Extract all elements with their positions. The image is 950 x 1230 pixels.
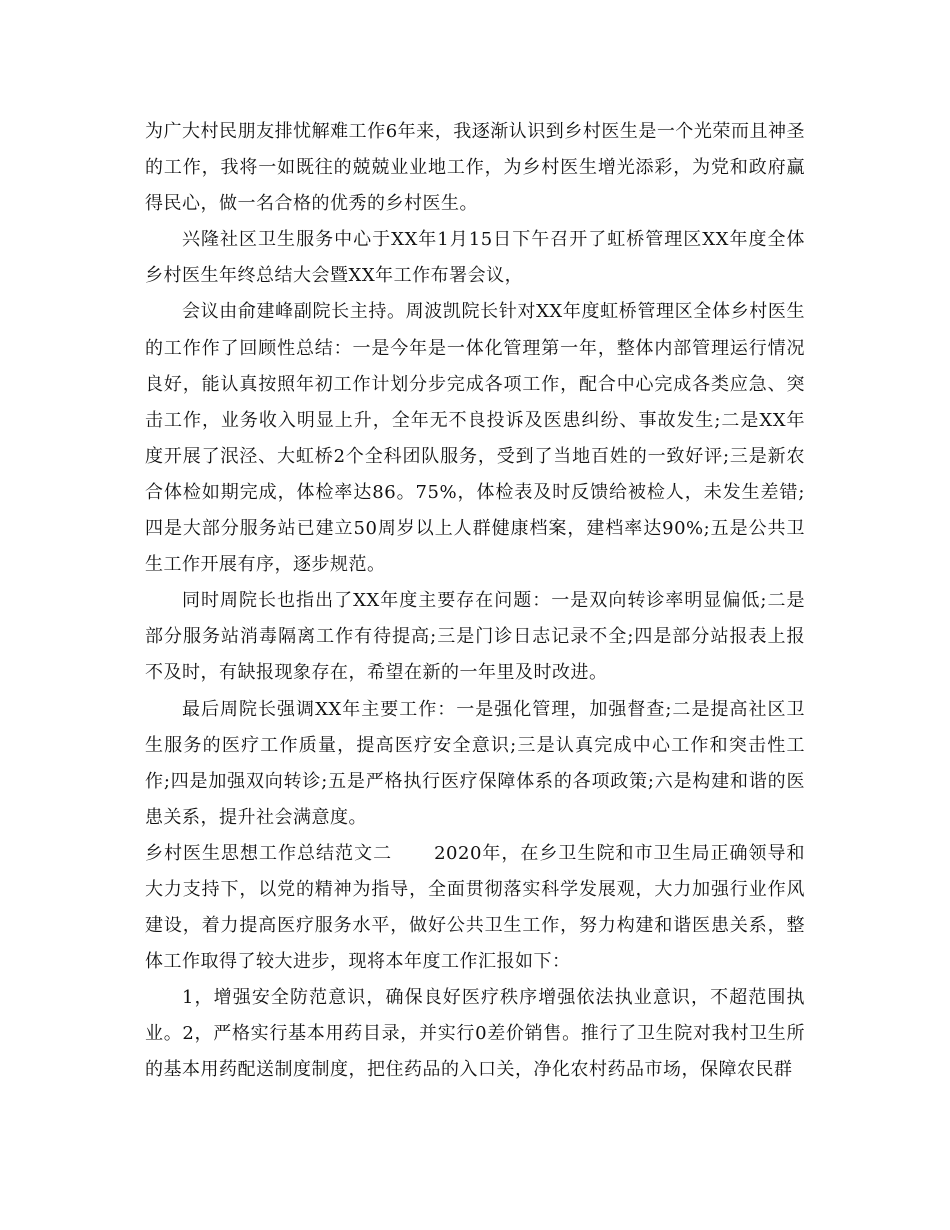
paragraph-5: 最后周院长强调XX年主要工作：一是强化管理，加强督查;二是提高社区卫生服务的医疗工作质量，提高医疗安全意识;三是认真完成中心工作和突击性工作;四是加强双向转诊;五是严格执行医疗保障体系的各项政策;六是构建和谐的医患关系，提升社会满意度。 (145, 698, 805, 828)
section-2-paragraph (145, 836, 805, 980)
paragraph-4: 同时周院长也指出了XX年度主要存在问题：一是双向转诊率明显偏低;二是部分服务站消毒隔离工作有待提高;三是门诊日志记录不全;四是部分站报表上报不及时，有缺报现象存在，希望在新的一年里及时改进。 (145, 590, 805, 684)
paragraph-7: 1，增强安全防范意识，确保良好医疗秩序增强依法执业意识，不超范围执业。2，严格实行基本用药目录，并实行0差价销售。推行了卫生院对我村卫生所的基本用药配送制度制度，把住药品的入口关，净化农村药品市场，保障农民群 (145, 987, 805, 1081)
document-page (145, 114, 805, 1089)
paragraph-1: 为广大村民朋友排忧解难工作6年来，我逐渐认识到乡村医生是一个光荣而且神圣的工作，我将一如既往的兢兢业业地工作，为乡村医生增光添彩，为党和政府赢得民心，做一名合格的优秀的乡村医生。 (145, 121, 805, 215)
paragraph-3: 会议由俞建峰副院长主持。周波凯院长针对XX年度虹桥管理区全体乡村医生的工作作了回顾性总结：一是今年是一体化管理第一年，整体内部管理运行情况良好，能认真按照年初工作计划分步完成各项工作，配合中心完成各类应急、突击工作，业务收入明显上升，全年无不良投诉及医患纠纷、事故发生;二是XX年度开展了泯泾、大虹桥2个全科团队服务，受到了当地百姓的一致好评;三是新农合体检如期完成，体检率达86。75%，体检表及时反馈给被检人，未发生差错;四是大部分服务站已建立50周岁以上人群健康档案，建档率达90%;五是公共卫生工作开展有序，逐步规范。 (145, 301, 805, 576)
section-2-heading: 乡村医生思想工作总结范文二 (145, 842, 393, 864)
section-2-text: 2020年，在乡卫生院和市卫生局正确领导和大力支持下，以党的精神为指导，全面贯彻落实科学发展观，大力加强行业作风建设，着力提高医疗服务水平，做好公共卫生工作，努力构建和谐医患关系，整体工作取得了较大进步，现将本年度工作汇报如下： (145, 842, 806, 973)
paragraph-2: 兴隆社区卫生服务中心于XX年1月15日下午召开了虹桥管理区XX年度全体乡村医生年终总结大会暨XX年工作布署会议， (145, 229, 805, 287)
